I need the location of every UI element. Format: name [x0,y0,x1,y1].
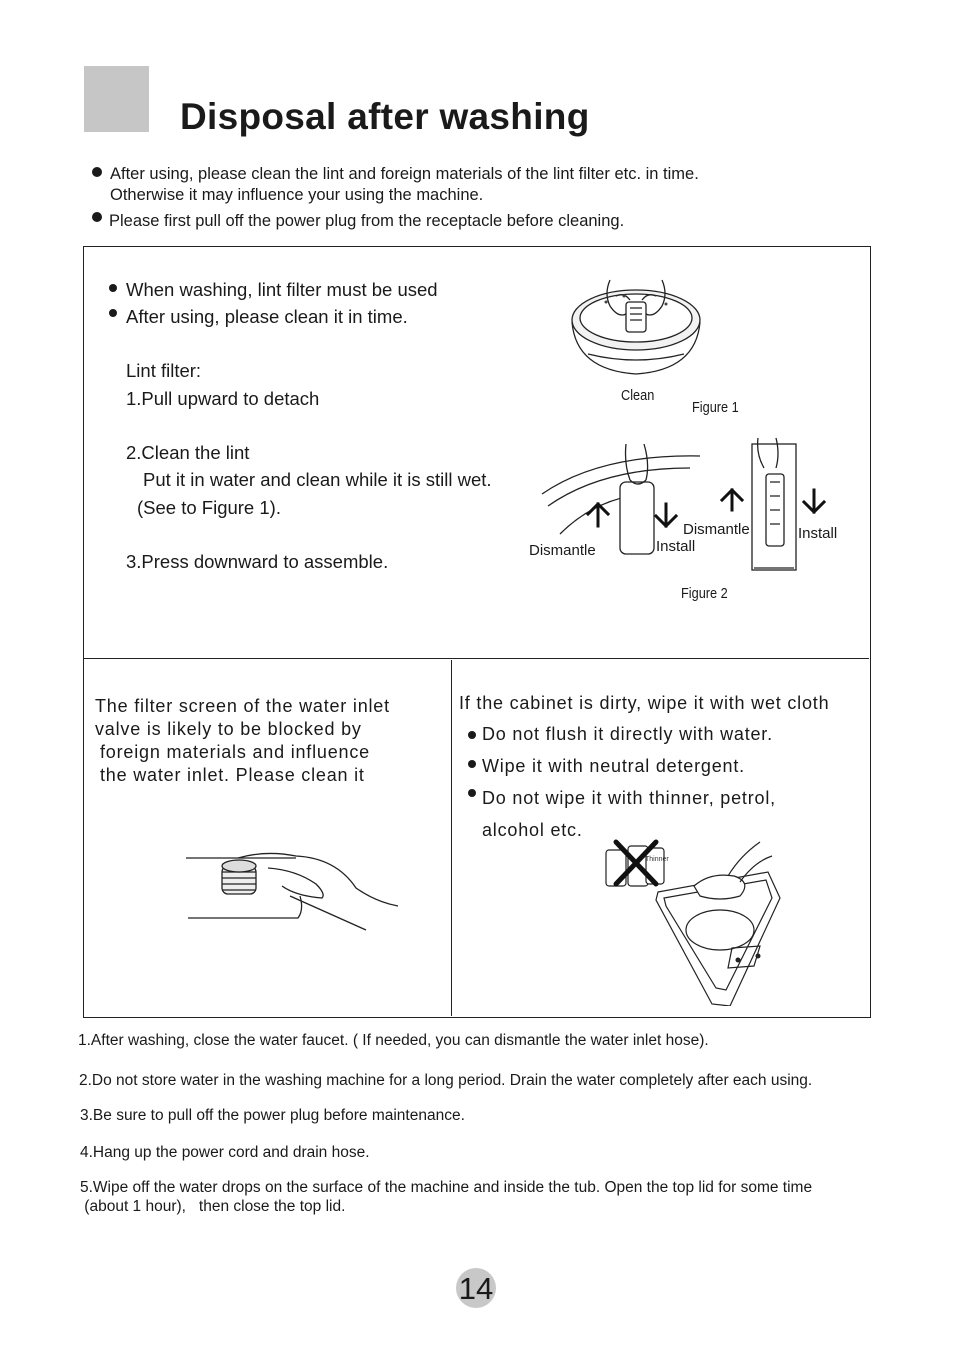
note-2: 2.Do not store water in the washing machine for a long period. Drain the water completely after each using. [79,1072,813,1089]
bullet-dot [92,212,102,222]
water-inlet-cleaning-illustration [186,848,402,932]
basin-cleaning-illustration [566,274,706,382]
intro-line-1: After using, please clean the lint and foreign materials of the lint filter etc. in time. [110,165,699,183]
lint-step-3: 3.Press downward to assemble. [126,551,389,572]
lint-step-1: 1.Pull upward to detach [126,388,320,409]
fig2-dismantle-left: Dismantle [529,542,596,559]
cabinet-bullet-3-cont: alcohol etc. [482,820,583,840]
cabinet-bullet-1: Do not flush it directly with water. [482,724,773,744]
note-4: 4.Hang up the power cord and drain hose. [80,1144,370,1161]
inlet-text-line-3: foreign materials and influence [100,742,370,762]
lint-bullet-1: When washing, lint filter must be used [126,279,438,300]
lint-step-2-detail: Put it in water and clean while it is still wet. [143,469,492,490]
bullet-dot [468,760,476,768]
inlet-text-line-4: the water inlet. Please clean it [100,765,365,785]
note-5-cont: (about 1 hour), then close the top lid. [80,1198,346,1215]
bullet-dot [468,731,476,739]
intro-line-2: Please first pull off the power plug from the receptacle before cleaning. [109,212,625,230]
cabinet-text-line-1: If the cabinet is dirty, wipe it with wet cloth [459,693,830,713]
lint-filter-heading: Lint filter: [126,360,202,381]
washer-wiping-illustration [600,836,786,1006]
bullet-dot [468,789,476,797]
fig2-dismantle-right: Dismantle [683,521,750,538]
lint-step-2-ref: (See to Figure 1). [137,497,281,518]
fig1-label: Figure 1 [692,399,739,416]
bullet-dot [109,309,117,317]
cabinet-bullet-3: Do not wipe it with thinner, petrol, [482,788,776,808]
bullet-dot [109,284,117,292]
intro-line-1-cont: Otherwise it may influence your using the machine. [110,186,484,204]
fig2-label: Figure 2 [681,585,728,602]
fig2-install-left: Install [656,538,696,555]
lint-bullet-2: After using, please clean it in time. [126,306,408,327]
frame-divider-vertical [451,660,452,1016]
inlet-text-line-2: valve is likely to be blocked by [95,719,362,739]
inlet-text-line-1: The filter screen of the water inlet [95,696,390,716]
page-title: Disposal after washing [180,96,590,137]
lint-step-2: 2.Clean the lint [126,442,250,463]
page-number: 14 [456,1268,496,1308]
note-5: 5.Wipe off the water drops on the surface of the machine and inside the tub. Open the top lid for some time [80,1179,813,1196]
frame-divider-horizontal [83,658,869,659]
cabinet-bullet-2: Wipe it with neutral detergent. [482,756,745,776]
note-3: 3.Be sure to pull off the power plug before maintenance. [80,1107,465,1124]
bullet-dot [92,167,102,177]
fig1-clean-caption: Clean [621,387,655,404]
thinner-bottle-label: Thinner [645,856,669,863]
note-1: 1.After washing, close the water faucet. ( If needed, you can dismantle the water inlet hose). [78,1032,709,1049]
section-marker-square [84,66,149,132]
fig2-install-right: Install [798,525,838,542]
